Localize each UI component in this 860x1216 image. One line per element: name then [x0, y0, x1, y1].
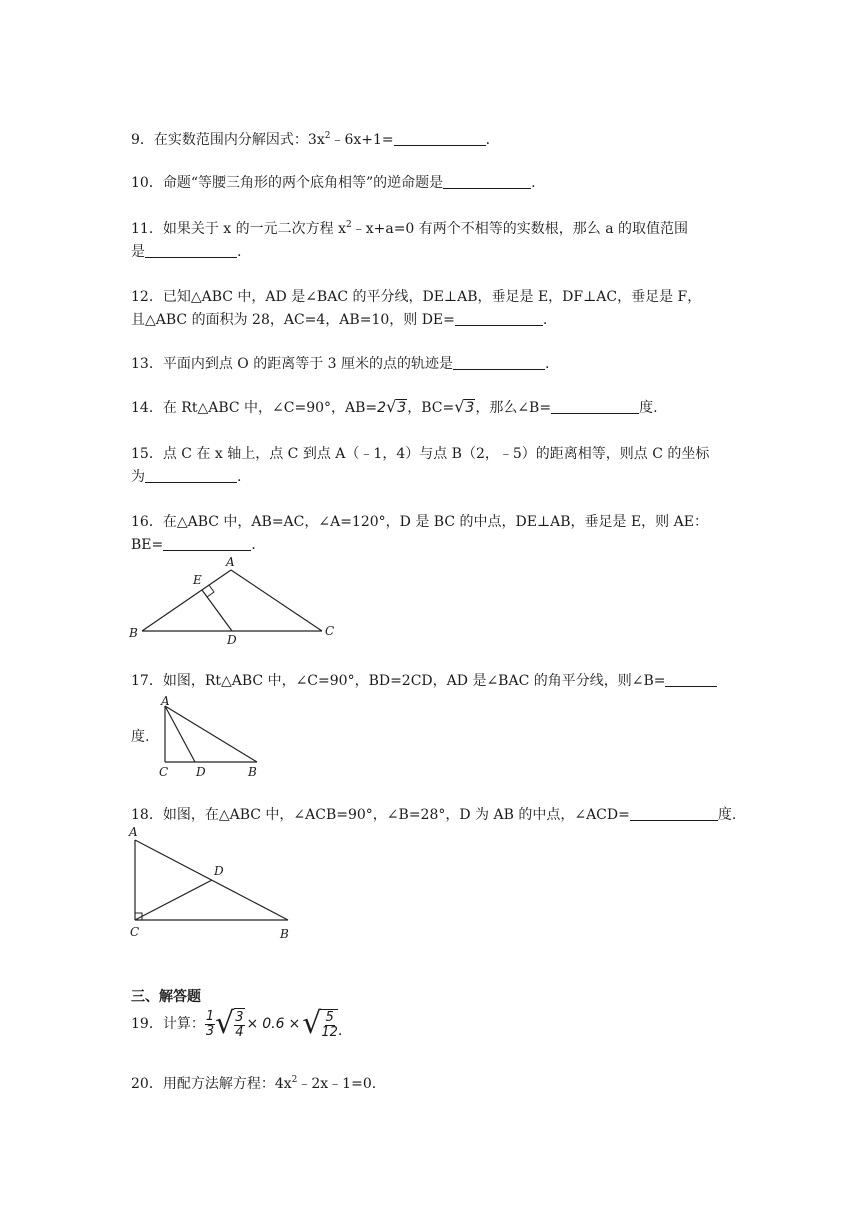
- segment-CD: [135, 880, 212, 920]
- sqrt-root-3: √3: [454, 397, 475, 416]
- question-number: 14．: [131, 400, 163, 416]
- sqrt-2-root-3: 2√3: [377, 397, 407, 416]
- sqrt-five-twelfths: √ $\frac{5}{12}$: [302, 1006, 338, 1041]
- label-A: A: [129, 825, 138, 839]
- answer-blank[interactable]: [453, 355, 545, 370]
- label-A: A: [161, 694, 170, 708]
- label-A: A: [226, 555, 235, 569]
- question-number: 17．: [131, 673, 163, 689]
- label-D: D: [196, 765, 206, 779]
- question-20: 20．用配方法解方程：$4x^2﹣2x﹣1=0$.: [131, 1075, 377, 1092]
- question-number: 16．: [131, 514, 163, 530]
- sqrt-three-quarters: √ $\frac{3}{4}$: [215, 1006, 244, 1041]
- answer-blank[interactable]: [145, 468, 237, 483]
- right-angle-mark: [207, 585, 214, 597]
- question-18: 18．如图，在△ABC 中，∠ACB=90°，∠B=28°，D 为 AB 的中点，∠ACD= 度.: [131, 807, 737, 823]
- question-11-line2: 是 .: [131, 244, 242, 260]
- label-B: B: [248, 765, 257, 779]
- question-15-line2: 为 .: [131, 469, 242, 485]
- side-AC: [231, 570, 322, 631]
- question-number: 12．: [131, 289, 163, 305]
- question-9: 9．在实数范围内分解因式：$3x^2﹣6x+1=$ .: [131, 131, 491, 148]
- label-C: C: [325, 624, 335, 638]
- figure-16-triangle: [125, 555, 350, 647]
- question-12: 12．已知△ABC 中，AD 是∠BAC 的平分线，DE⊥AB，垂足是 E，DF⊥AC，垂足是 F，: [131, 289, 702, 305]
- fraction-one-third: $\frac{1}{3}$: [205, 1008, 215, 1039]
- question-number: 18．: [131, 807, 163, 823]
- question-12-line2: 且△ABC 的面积为 28，AC=4，AB=10，则 DE= .: [131, 312, 548, 328]
- answer-blank[interactable]: [665, 672, 717, 687]
- question-19: 19． 计算： $\frac{1}{3}$ √ $\frac{3}{4}$ × 0.6 × √ $\frac{5}{12}$ .: [131, 1006, 343, 1041]
- question-17-line2: 度.: [131, 729, 150, 745]
- label-B: B: [280, 927, 289, 941]
- question-number: 10．: [131, 175, 163, 191]
- question-14: 14．在 Rt△ABC 中，∠C=90°，AB=2√3，BC=√3，那么∠B= 度.: [131, 397, 658, 416]
- question-13: 13．平面内到点 O 的距离等于 3 厘米的点的轨迹是 .: [131, 356, 550, 372]
- section-heading: 三、解答题: [131, 989, 201, 1005]
- question-number: 9．: [131, 132, 154, 148]
- figure-17-triangle: [155, 694, 270, 780]
- answer-blank[interactable]: [630, 806, 718, 821]
- side-AB: [142, 570, 231, 631]
- question-17: 17．如图，Rt△ABC 中，∠C=90°，BD=2CD，AD 是∠BAC 的角平分线，则∠B=: [131, 672, 717, 690]
- question-number: 20．: [131, 1076, 163, 1092]
- question-number: 11．: [131, 221, 163, 237]
- answer-blank[interactable]: [455, 311, 543, 326]
- segment-AD: [165, 706, 195, 762]
- question-number: 15．: [131, 446, 163, 462]
- label-B: B: [129, 626, 138, 640]
- answer-blank[interactable]: [443, 174, 531, 189]
- question-11: 11．如果关于 x 的一元二次方程 $x^2﹣x+a=0$ 有两个不相等的实数根，那么 a 的取值范围: [131, 220, 689, 237]
- label-E: E: [193, 573, 202, 587]
- label-D: D: [227, 633, 237, 647]
- question-number: 19．: [131, 1016, 163, 1032]
- answer-blank[interactable]: [551, 399, 639, 414]
- segment-DE: [202, 590, 232, 631]
- question-10: 10．命题“等腰三角形的两个底角相等”的逆命题是 .: [131, 175, 536, 191]
- question-16: 16．在△ABC 中，AB=AC，∠A=120°，D 是 BC 的中点，DE⊥AB，垂足是 E，则 AE：: [131, 514, 708, 530]
- question-number: 13．: [131, 356, 163, 372]
- answer-blank[interactable]: [394, 131, 486, 146]
- label-C: C: [130, 925, 140, 939]
- question-16-line2: BE= .: [131, 537, 256, 553]
- label-D: D: [214, 864, 224, 878]
- answer-blank[interactable]: [145, 243, 237, 258]
- figure-18-triangle: [125, 824, 300, 946]
- question-15: 15．点 C 在 x 轴上，点 C 到点 A（﹣1，4）与点 B（2，﹣5）的距离相等，则点 C 的坐标: [131, 446, 710, 462]
- label-C: C: [159, 765, 169, 779]
- answer-blank[interactable]: [163, 536, 251, 551]
- side-AB: [165, 706, 257, 762]
